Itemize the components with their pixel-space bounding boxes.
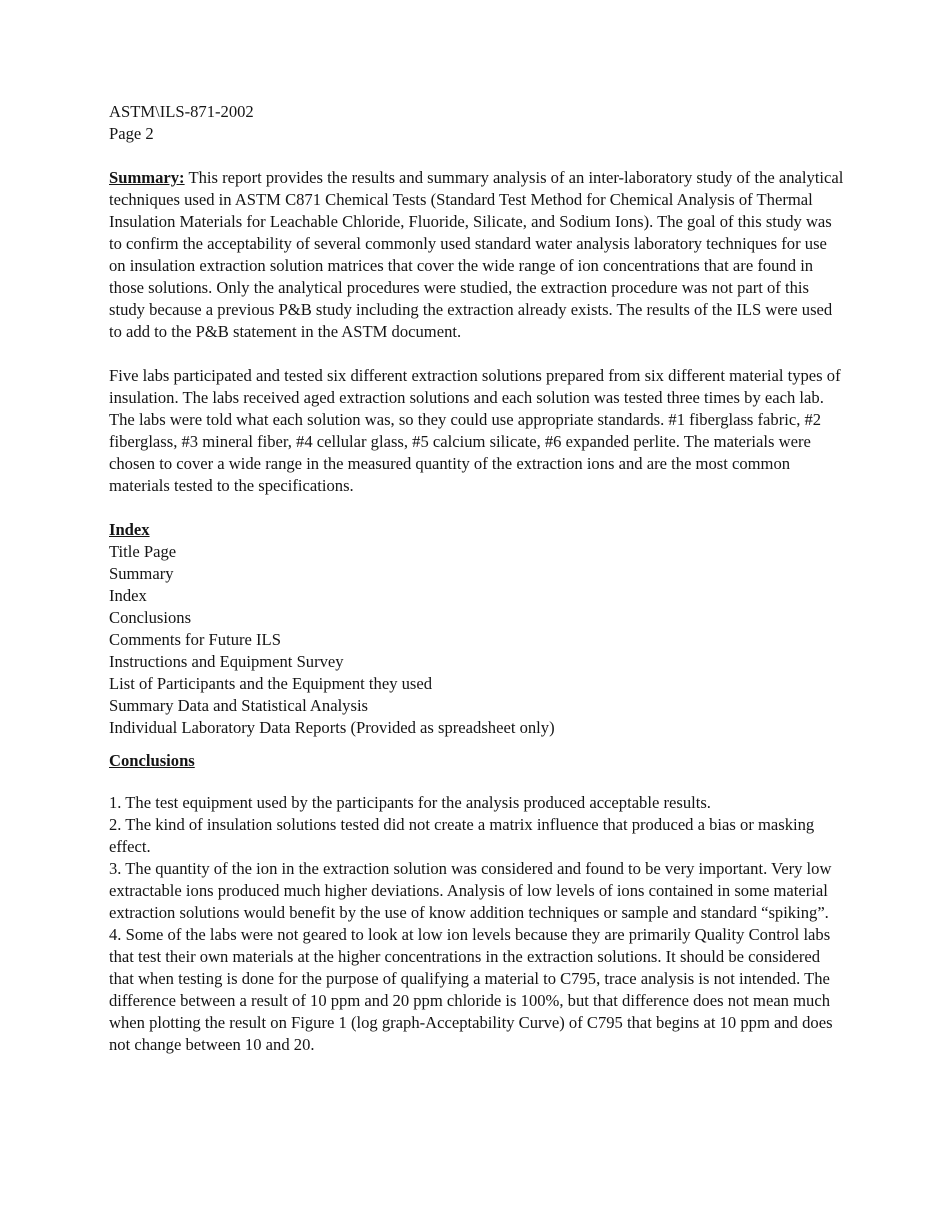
conclusion-item: 2. The kind of insulation solutions tested did not create a matrix influence that produced a bias or masking effect. — [109, 815, 815, 856]
participants-paragraph: Five labs participated and tested six different extraction solutions prepared from six different material types of insulation. The labs received aged extraction solutions and each solution was tested three times by each lab. The labs were told what each solution was, so they could use appropriate standards. #1 fiberglass fabric, #2 fiberglass, #3 mineral fiber, #4 cellular glass, #5 calcium silicate, #6 expanded perlite. The materials were chosen to cover a wide range in the measured quantity of the extraction ions and are the most common materials tested to the specifications. — [109, 366, 841, 495]
index-list — [109, 541, 844, 739]
index-item: Comments for Future ILS — [109, 630, 281, 649]
summary-paragraph — [109, 167, 844, 343]
index-item: Index — [109, 586, 147, 605]
summary-heading: Summary: — [109, 168, 185, 187]
document-header — [109, 101, 844, 145]
conclusions-section — [109, 750, 844, 1056]
index-item: List of Participants and the Equipment they used — [109, 674, 433, 693]
index-section — [109, 519, 844, 739]
page-number: Page 2 — [109, 124, 154, 143]
index-item: Instructions and Equipment Survey — [109, 652, 344, 671]
summary-text: This report provides the results and summary analysis of an inter-laboratory study of the analytical techniques used in ASTM C871 Chemical Tests (Standard Test Method for Chemical Analysis of Thermal Insulation Materials for Leachable Chloride, Fluoride, Silicate, and Sodium Ions). The goal of this study was to confirm the acceptability of several commonly used standard water analysis laboratory techniques for use on insulation extraction solution matrices that cover the wide range of ion concentrations that are found in those solutions. Only the analytical procedures were studied, the extraction procedure was not part of this study because a previous P&B study including the extraction already exists. The results of the ILS were used to add to the P&B statement in the ASTM document. — [109, 168, 844, 341]
conclusions-heading: Conclusions — [109, 751, 195, 770]
index-item: Conclusions — [109, 608, 192, 627]
conclusion-item: 4. Some of the labs were not geared to look at low ion levels because they are primarily Quality Control labs that test their own materials at the higher concentrations in the extraction solutions. It should be considered that when testing is done for the purpose of qualifying a material to C795, trace analysis is not intended. The difference between a result of 10 ppm and 20 ppm chloride is 100%, but that difference does not mean much when plotting the result on Figure 1 (log graph-Acceptability Curve) of C795 that begins at 10 ppm and does not change between 10 and 20. — [109, 925, 833, 1054]
index-item: Individual Laboratory Data Reports (Provided as spreadsheet only) — [109, 718, 555, 737]
conclusion-item: 3. The quantity of the ion in the extraction solution was considered and found to be very important. Very low extractable ions produced much higher deviations. Analysis of low levels of ions contained in some material extraction solutions would benefit by the use of know addition techniques or sample and standard “spiking”. — [109, 859, 832, 922]
index-item: Summary — [109, 564, 174, 583]
index-heading: Index — [109, 520, 150, 539]
index-item: Title Page — [109, 542, 177, 561]
document-page — [109, 101, 844, 1056]
document-id: ASTM\ILS-871-2002 — [109, 102, 254, 121]
conclusion-item: 1. The test equipment used by the participants for the analysis produced acceptable results. — [109, 793, 711, 812]
index-item: Summary Data and Statistical Analysis — [109, 696, 369, 715]
